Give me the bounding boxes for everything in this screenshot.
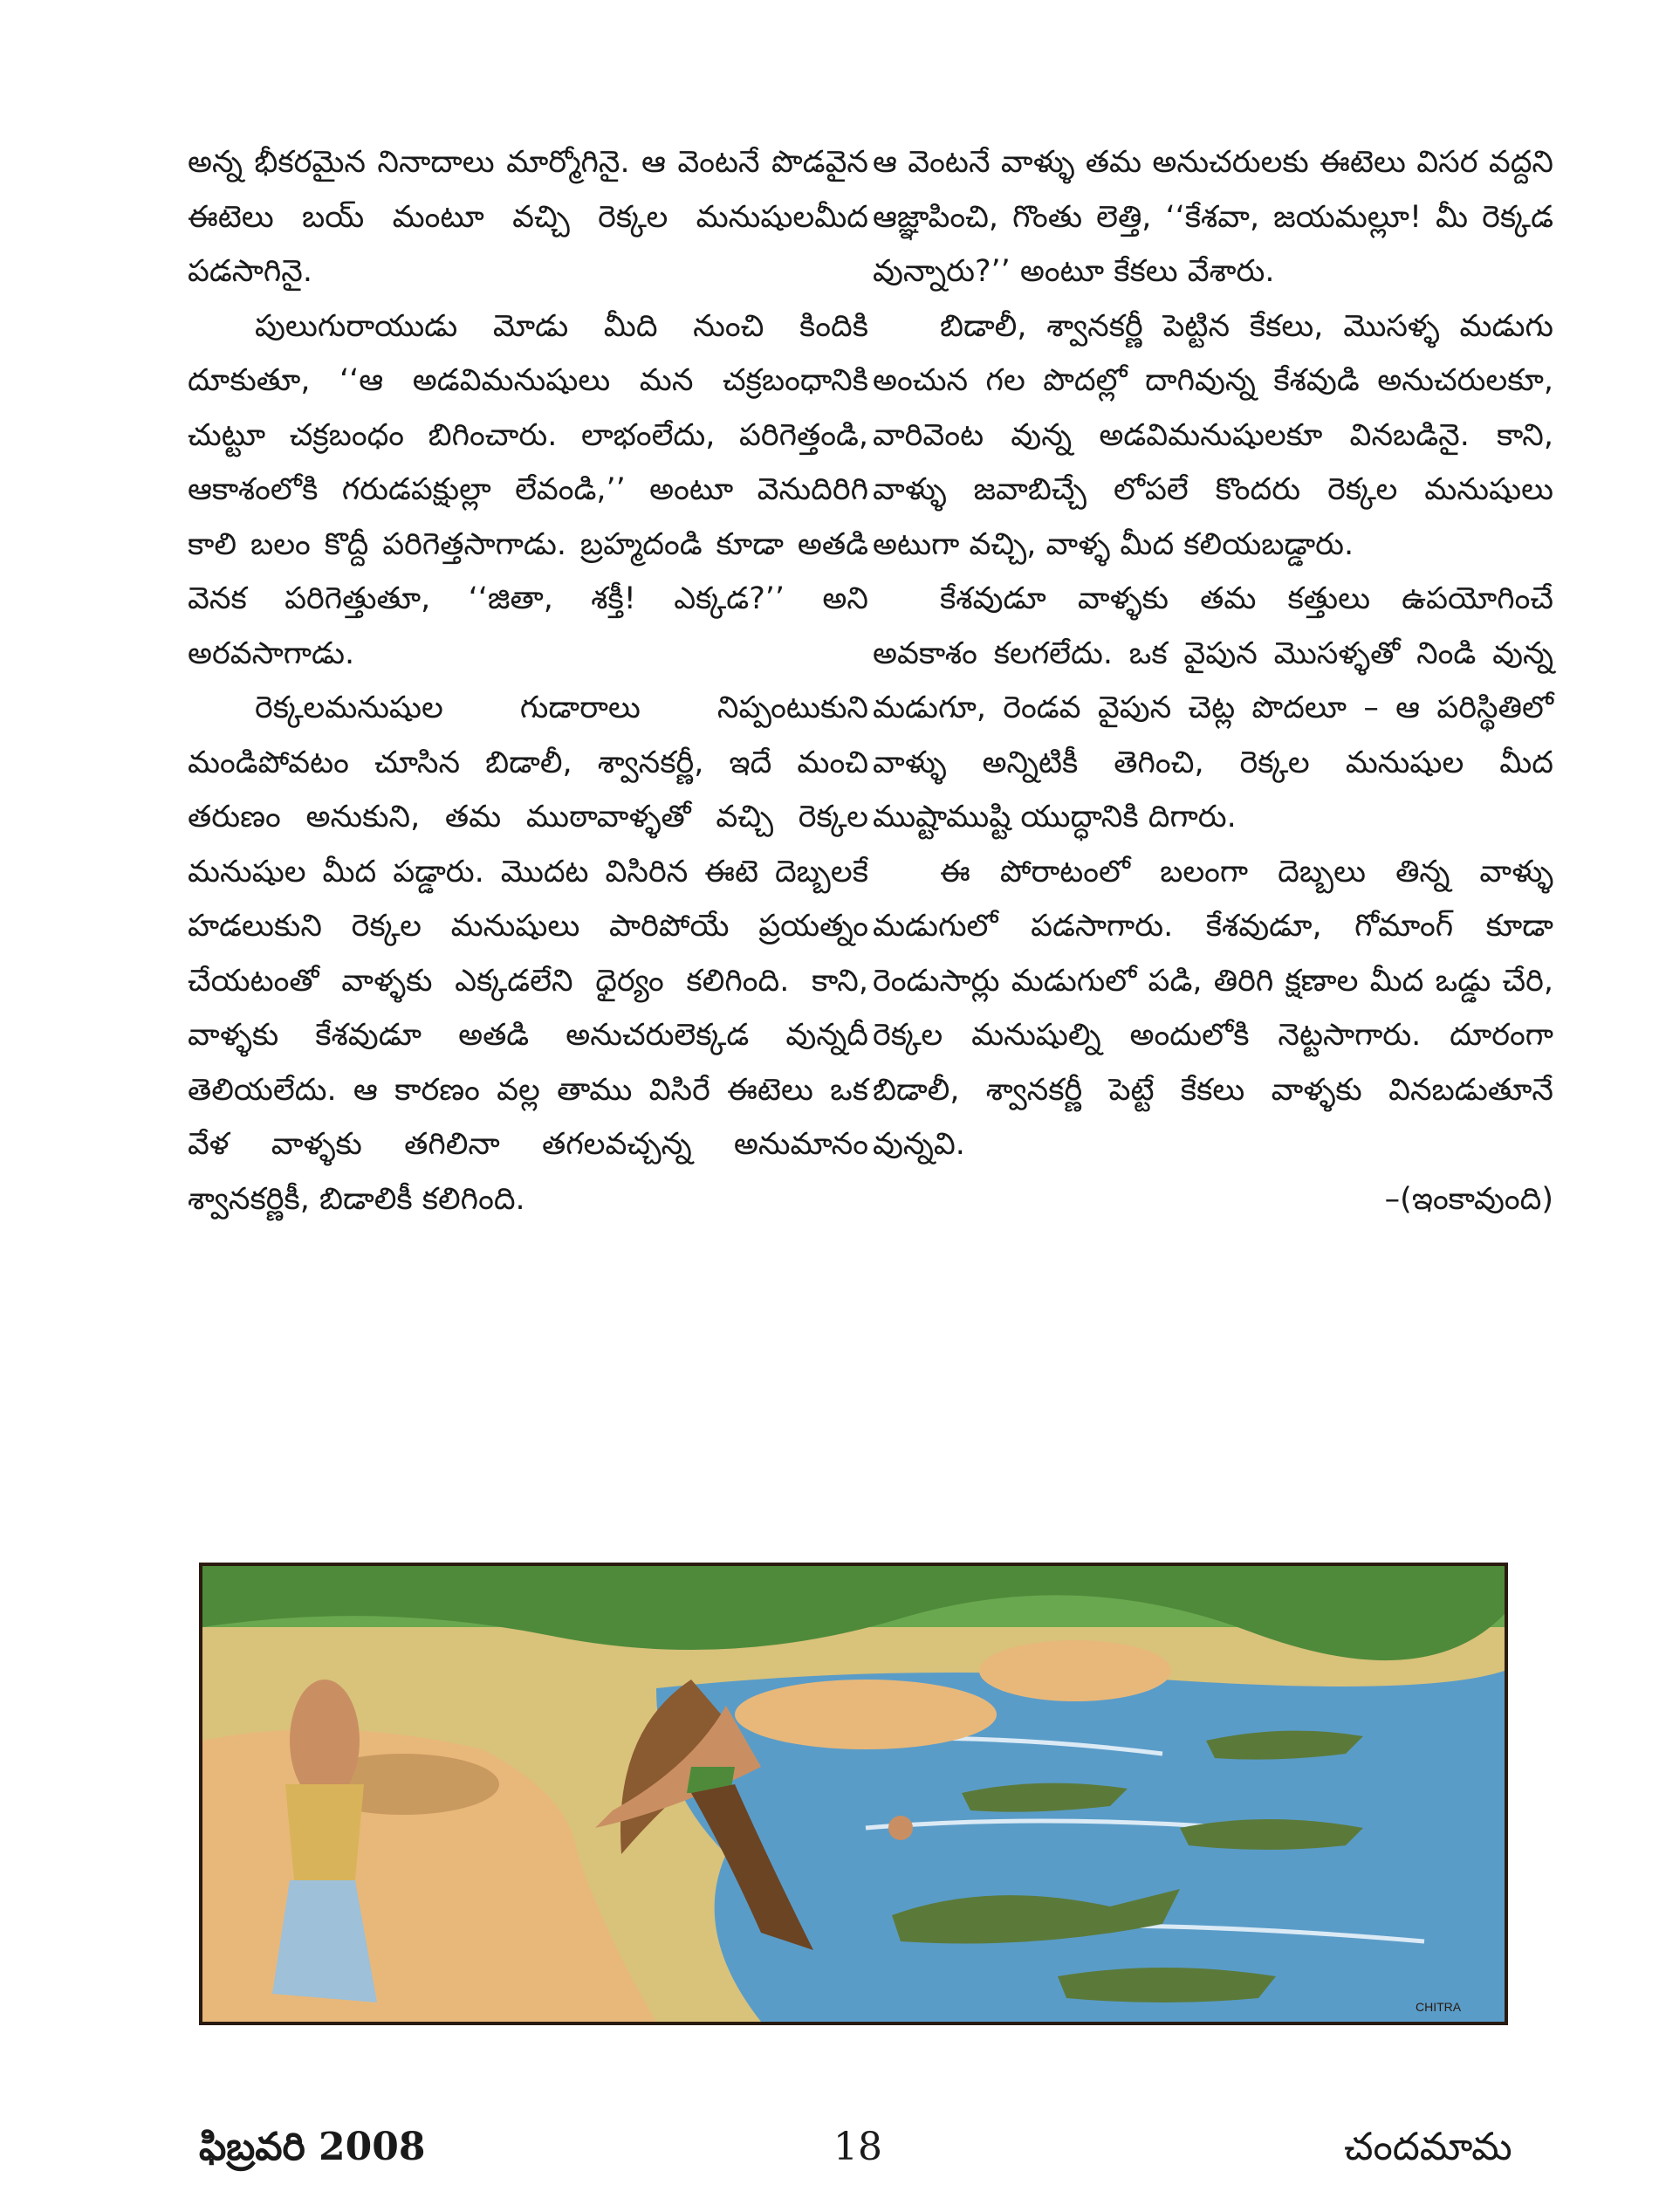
warrior-skirt [285, 1784, 364, 1880]
illustration-drawing [202, 1566, 1505, 2022]
page-number: 18 [833, 2125, 882, 2169]
paragraph: కేశవుడూ వాళ్ళకు తమ కత్తులు ఉపయోగించే అవకాశం కలగలేదు. ఒక వైపున మొసళ్ళతో నిండి వున్న మడుగూ, రెండవ వైపున చెట్ల పొదలూ – ఆ పరిస్థితిలో వాళ్ళు అన్నిటికీ తెగించి, రెక్కల మనుషుల మీద ముష్టాముష్టి యుద్ధానికి దిగారు. [873, 581, 1553, 835]
paragraph: ఈ పోరాటంలో బలంగా దెబ్బలు తిన్న వాళ్ళు మడుగులో పడసాగారు. కేశవుడూ, గోమాంగ్ కూడా రెండుసార్లు మడుగులో పడి, తిరిగి క్షణాల మీద ఒడ్డు చేరి, రెక్కల మనుషుల్ని అందులోకి నెట్టసాగారు. దూరంగా బిడాలీ, శ్వానకర్ణీ పెట్టే కేకలు వాళ్ళకు వినబడుతూనే వున్నవి. [873, 854, 1553, 1162]
paragraph: రెక్కలమనుషుల గుడారాలు నిప్పంటుకుని మండిపోవటం చూసిన బిడాలీ, శ్వానకర్ణీ, ఇదే మంచి తరుణం అనుకుని, తమ ముఠావాళ్ళతో వచ్చి రెక్కల మనుషుల మీద పడ్డారు. మొదట విసిరిన ఈటె దెబ్బలకే హడలుకుని రెక్కల మనుషులు పారిపోయే ప్రయత్నం చేయటంతో వాళ్ళకు ఎక్కడలేని ధైర్యం కలిగింది. కాని, వాళ్ళకు కేశవుడూ అతడి అనుచరులెక్కడ వున్నదీ తెలియలేదు. ఆ కారణం వల్ల తాము విసిరే ఈటెలు ఒక వేళ వాళ్ళకు తగిలినా తగలవచ్చన్న అనుమానం శ్వానకర్ణికీ, బిడాలికీ కలిగింది. [188, 690, 868, 1217]
paragraph: ఆ వెంటనే వాళ్ళు తమ అనుచరులకు ఈటెలు విసర వద్దని ఆజ్ఞాపించి, గొంతు లెత్తి, ‘‘కేశవా, జయమల్లూ! మీ రెక్కడ వున్నారు?’’ అంటూ కేకలు వేశారు. [873, 145, 1553, 289]
right-column [873, 135, 1553, 1226]
artist-signature: CHITRA [1416, 2000, 1462, 2014]
warrior-figure [290, 1680, 360, 1802]
continued-note-line [873, 1172, 1553, 1227]
rock [979, 1640, 1171, 1701]
issue-date: ఫిబ్రవరి 2008 [199, 2125, 426, 2169]
continued-note: –(ఇంకావుంది) [1384, 1181, 1553, 1217]
crocodile [1058, 1968, 1276, 2002]
rock [735, 1680, 997, 1749]
paragraph: అన్న భీకరమైన నినాదాలు మార్మోగినై. ఆ వెంటనే పొడవైన ఈటెలు బయ్ మంటూ వచ్చి రెక్కల మనుషులమీద పడసాగినై. [188, 145, 868, 289]
swimmer-head [888, 1816, 913, 1840]
magazine-name: చందమామ [1344, 2125, 1512, 2169]
paragraph: పులుగురాయుడు మోడు మీది నుంచి కిందికి దూకుతూ, ‘‘ఆ అడవిమనుషులు మన చక్రబంధానికి చుట్టూ చక్రబంధం బిగించారు. లాభంలేదు, పరిగెత్తండి, ఆకాశంలోకి గరుడపక్షుల్లా లేవండి,’’ అంటూ వెనుదిరిగి కాలి బలం కొద్దీ పరిగెత్తసాగాడు. బ్రహ్మదండి కూడా అతడి వెనక పరిగెత్తుతూ, ‘‘జితా, శక్తీ! ఎక్కడ?’’ అని అరవసాగాడు. [188, 308, 868, 671]
story-illustration [199, 1563, 1508, 2025]
crocodile [1180, 1819, 1363, 1850]
paragraph: బిడాలీ, శ్వానకర్ణీ పెట్టిన కేకలు, మొసళ్ళ మడుగు అంచున గల పొదల్లో దాగివున్న కేశవుడి అనుచరులకూ, వారివెంట వున్న అడవిమనుషులకూ వినబడినై. కాని, వాళ్ళు జవాబిచ్చే లోపలే కొందరు రెక్కల మనుషులు అటుగా వచ్చి, వాళ్ళ మీద కలియబడ్డారు. [873, 308, 1553, 562]
left-column [188, 135, 868, 1226]
